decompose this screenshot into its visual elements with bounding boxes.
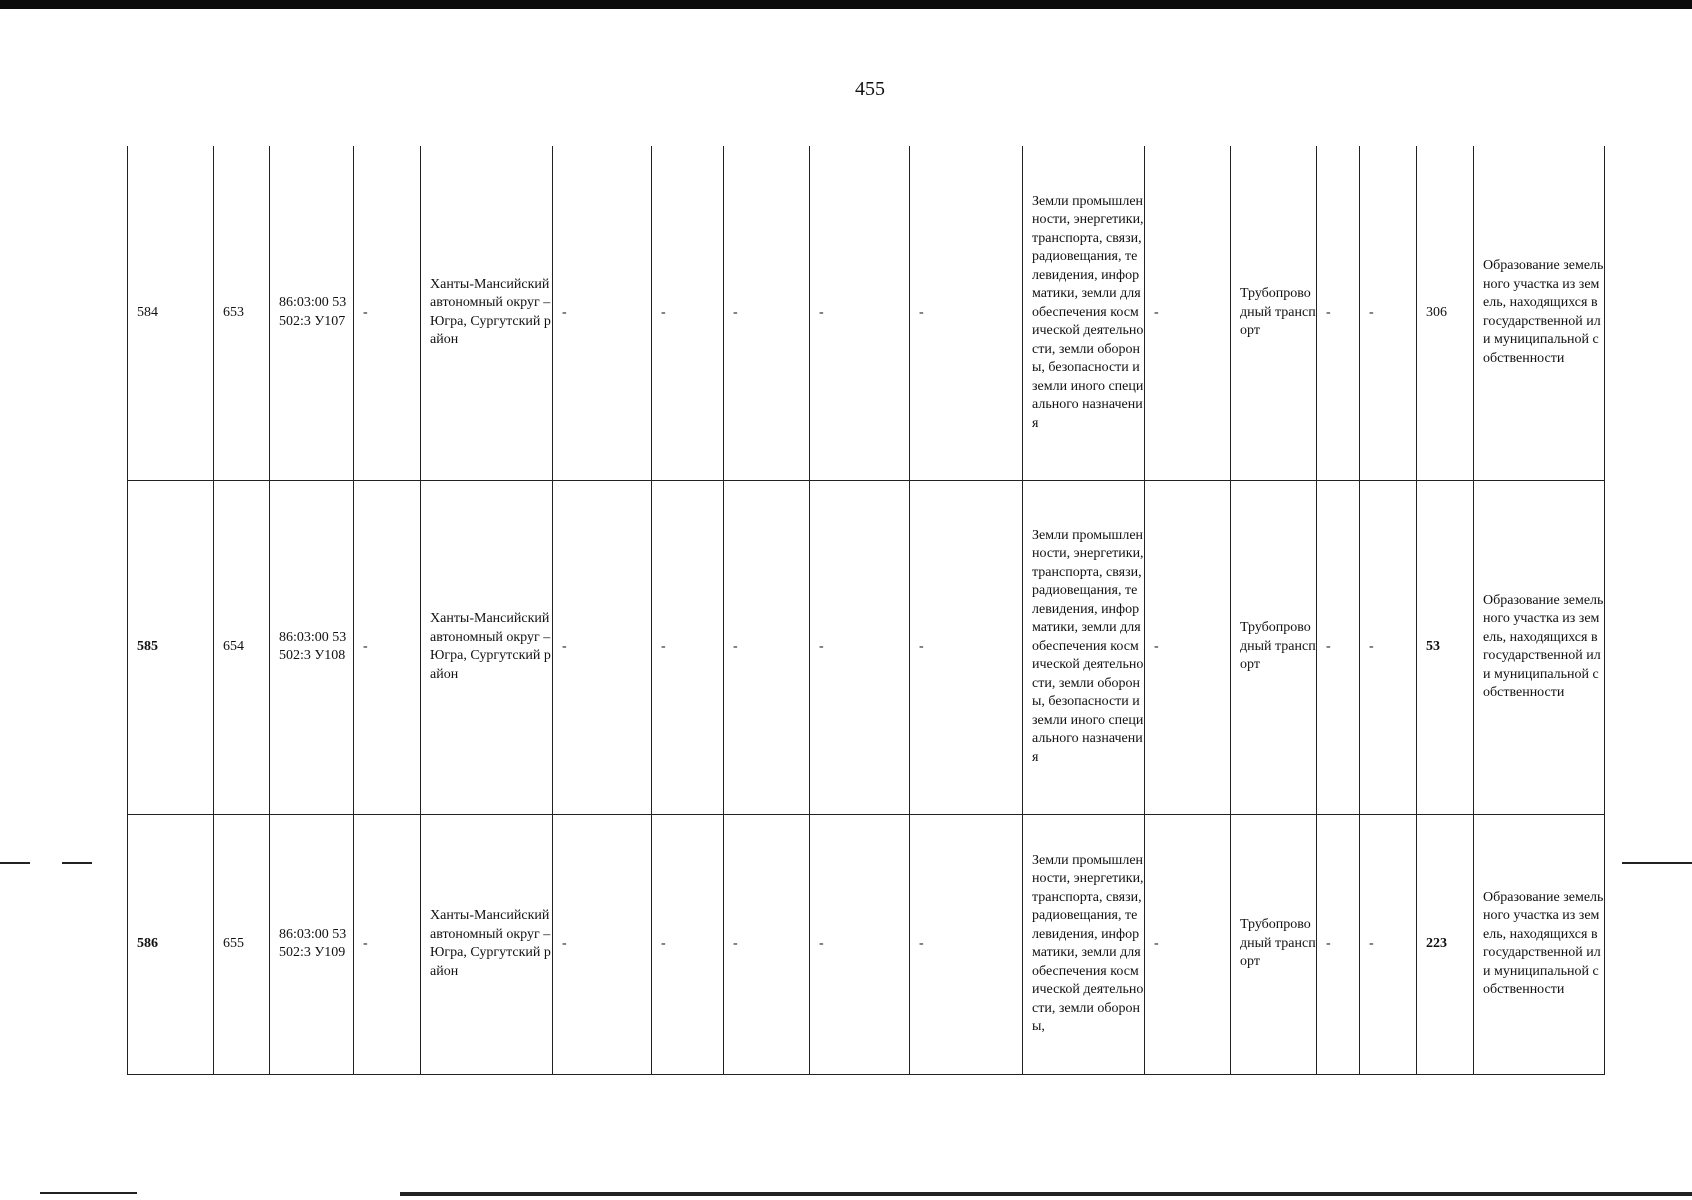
column-14-cell: - [1317,146,1360,480]
row-number-cell: 586 [128,814,214,1074]
note-cell: Образование земельного участка из земель, находящихся в государственной или муниципальной собственности [1474,146,1605,480]
column-4-cell: - [354,480,421,814]
record-id-cell: 653 [214,146,270,480]
scan-margin-mark [62,862,92,864]
cadastral-number-cell: 86:03:00 53502:3 У108 [270,480,354,814]
cadastral-number-cell: 86:03:00 53502:3 У109 [270,814,354,1074]
area-cell: 223 [1417,814,1474,1074]
column-9-cell: - [810,480,910,814]
note-cell: Образование земельного участка из земель, находящихся в государственной или муниципальной собственности [1474,814,1605,1074]
table-row [128,146,1605,480]
table-row [128,814,1605,1074]
location-cell: Ханты-Мансийский автономный округ – Югра, Сургутский район [421,814,553,1074]
column-4-cell: - [354,146,421,480]
record-id-cell: 655 [214,814,270,1074]
column-10-cell: - [910,814,1023,1074]
permitted-use-cell: Трубопроводный транспорт [1231,146,1317,480]
note-cell: Образование земельного участка из земель, находящихся в государственной или муниципальной собственности [1474,480,1605,814]
column-7-cell: - [652,480,724,814]
column-12-cell: - [1145,480,1231,814]
column-14-cell: - [1317,814,1360,1074]
scan-margin-mark [0,862,30,864]
scan-bottom-line [400,1192,1692,1196]
column-15-cell: - [1360,146,1417,480]
scan-bottom-line [40,1192,137,1194]
page-number: 455 [855,78,885,100]
column-9-cell: - [810,146,910,480]
table-row [128,480,1605,814]
location-cell: Ханты-Мансийский автономный округ – Югра, Сургутский район [421,146,553,480]
area-cell: 53 [1417,480,1474,814]
location-cell: Ханты-Мансийский автономный округ – Югра, Сургутский район [421,480,553,814]
column-14-cell: - [1317,480,1360,814]
column-6-cell: - [553,480,652,814]
column-6-cell: - [553,814,652,1074]
area-cell: 306 [1417,146,1474,480]
land-category-cell: Земли промышленности, энергетики, транспорта, связи, радиовещания, телевидения, информатики, земли для обеспечения космической деятельности, земли обороны, безопасности и земли иного специального назначения [1023,146,1145,480]
cadastral-number-cell: 86:03:00 53502:3 У107 [270,146,354,480]
column-6-cell: - [553,146,652,480]
permitted-use-cell: Трубопроводный транспорт [1231,480,1317,814]
scan-top-border [0,0,1692,9]
column-15-cell: - [1360,480,1417,814]
column-9-cell: - [810,814,910,1074]
column-7-cell: - [652,146,724,480]
row-number-cell: 585 [128,480,214,814]
record-id-cell: 654 [214,480,270,814]
scan-margin-mark [1622,862,1692,864]
column-15-cell: - [1360,814,1417,1074]
column-12-cell: - [1145,814,1231,1074]
land-register-table [127,146,1605,1075]
column-7-cell: - [652,814,724,1074]
column-10-cell: - [910,146,1023,480]
row-number-cell: 584 [128,146,214,480]
column-10-cell: - [910,480,1023,814]
column-8-cell: - [724,480,810,814]
land-category-cell: Земли промышленности, энергетики, транспорта, связи, радиовещания, телевидения, информатики, земли для обеспечения космической деятельности, земли обороны, [1023,814,1145,1074]
column-4-cell: - [354,814,421,1074]
column-12-cell: - [1145,146,1231,480]
column-8-cell: - [724,146,810,480]
column-8-cell: - [724,814,810,1074]
land-category-cell: Земли промышленности, энергетики, транспорта, связи, радиовещания, телевидения, информатики, земли для обеспечения космической деятельности, земли обороны, безопасности и земли иного специального назначения [1023,480,1145,814]
permitted-use-cell: Трубопроводный транспорт [1231,814,1317,1074]
